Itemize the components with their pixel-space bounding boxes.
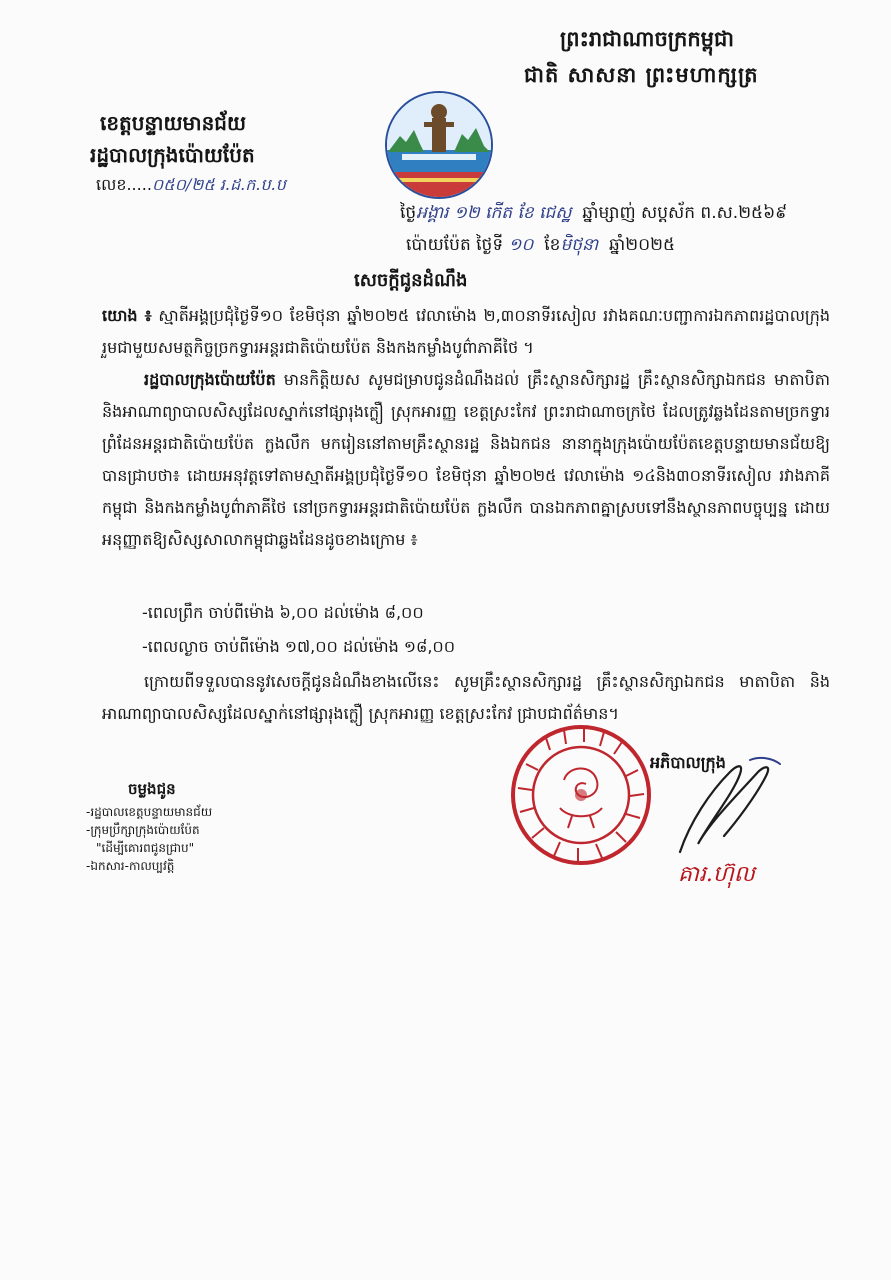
cc-item: "ដើម្បីគោរពជូនជ្រាប" — [96, 841, 195, 855]
solar-date-month-label: ខែ — [544, 235, 561, 255]
cc-title: ចម្លងជូន — [128, 780, 176, 798]
national-motto: ជាតិ សាសនា ព្រះមហាក្សត្រ — [524, 63, 759, 87]
reference-text: ស្មាតីអង្គប្រជុំថ្ងៃទី១០ ខែមិថុនា ឆ្នាំ២០២៥ វេលាម៉ោង ២,៣០នាទីរសៀល រវាងគណៈបញ្ជាការឯកភាពរដ្ឋបាលក្រុងរួមជាមួយសមត្ថកិច្ចច្រកទ្វារអន្តរជាតិប៉ោយប៉ែត និងកងកម្លាំងបូព៌ាភាគីថៃ ។ — [102, 306, 831, 357]
reference-number-value: ០៥០/២៥ រ.ដ.ក.ប.ប — [151, 175, 286, 194]
schedule-morning: -ពេលព្រឹក ចាប់ពីម៉ោង ៦,០០ ដល់ម៉ោង ៨,០០ — [142, 603, 424, 622]
reference-paragraph — [102, 300, 830, 364]
kingdom-heading: ព្រះរាជាណាចក្រកម្ពុជា — [560, 27, 735, 51]
cc-item: -ឯកសារ-កាលប្បវត្តិ — [86, 859, 175, 873]
body-paragraph — [102, 364, 830, 556]
lunar-date-line — [400, 202, 787, 227]
closing-paragraph: ក្រោយពីទទួលបាននូវសេចក្តីជូនដំណឹងខាងលើនេះ សូមគ្រឹះស្ថានសិក្សារដ្ឋ គ្រឹះស្ថានសិក្សាឯកជន មាតាបិតា និងអាណាព្យាបាលសិស្សដែលស្នាក់នៅផ្សារុងក្លឿ ស្រុកអារញ្ញ ខេត្តស្រះកែវ ជ្រាបជាព័ត៌មាន។ — [102, 672, 830, 723]
handwritten-signature-icon — [640, 752, 790, 862]
body-text: មានកិត្តិយស សូមជម្រាបជូនដំណឹងដល់ គ្រឹះស្ថានសិក្សារដ្ឋ គ្រឹះស្ថានសិក្សាឯកជន មាតាបិតា និងអាណាព្យាបាលសិស្សដែលស្នាក់នៅផ្សារុងក្លឿ ស្រុកអារញ្ញ ខេត្តស្រះកែវ ព្រះរាជាណាចក្រថៃ ដែលត្រូវឆ្លងដែនតាមច្រកទ្វារព្រំដែនអន្តរជាតិប៉ោយប៉ែត ក្លងលឹក មករៀននៅតាមគ្រឹះស្ថានរដ្ឋ និងឯកជន នានាក្នុងក្រុងប៉ោយប៉ែតខេត្តបន្ទាយមានជ័យឱ្យបានជ្រាបថា៖ ដោយអនុវត្តទៅតាមស្មាតីអង្គប្រជុំថ្ងៃទី១០ ខែមិថុនា ឆ្នាំ២០២៥ វេលាម៉ោង ១៤និង៣០នាទីរសៀល រវាងភាគីកម្ពុជា និងកងកម្លាំងបូព៌ាភាគីថៃ នៅច្រកទ្វារអន្តរជាតិប៉ោយប៉ែត ក្លងលឹក បានឯកភាពគ្នាស្របទៅនឹងស្ថានភាពបច្ចុប្បន្ន ដោយអនុញ្ញាតឱ្យសិស្សសាលាកម្ពុជាឆ្លងដែនដូចខាងក្រោម ៖ — [102, 370, 830, 549]
signatory-title: អភិបាលក្រុង — [650, 753, 726, 772]
solar-date-line — [406, 234, 675, 259]
issuer-province: ខេត្តបន្ទាយមានជ័យ — [100, 111, 246, 135]
lunar-date-suffix: ឆ្នាំម្សាញ់ សប្តស័ក ព.ស.២៥៦៩ — [582, 203, 788, 223]
issuer-administration: រដ្ឋបាលក្រុងប៉ោយប៉ែត — [90, 143, 255, 167]
document-subject: សេចក្តីជូនដំណឹង — [354, 270, 468, 291]
reference-number — [96, 174, 286, 198]
reference-label: យោង ៖ — [102, 306, 152, 325]
solar-date-prefix: ប៉ោយប៉ែត ថ្ងៃទី — [406, 235, 504, 255]
cc-item: -រដ្ឋបាលខេត្តបន្ទាយមានជ័យ — [86, 805, 213, 819]
solar-date-year: ឆ្នាំ២០២៥ — [609, 235, 676, 255]
body-lead: រដ្ឋបាលក្រុងប៉ោយប៉ែត — [144, 370, 276, 389]
lunar-date-prefix: ថ្ងៃ — [400, 203, 417, 223]
official-round-stamp-icon — [506, 720, 656, 870]
solar-date-day: ១០ — [508, 235, 534, 255]
provincial-seal-logo-icon — [384, 90, 494, 200]
schedule-evening: -ពេលល្ងាច ចាប់ពីម៉ោង ១៧,០០ ដល់ម៉ោង ១៨,០០ — [142, 637, 456, 656]
reference-number-label: លេខ..... — [96, 175, 152, 194]
cc-item: -ក្រុមប្រឹក្សាក្រុងប៉ោយប៉ែត — [86, 823, 200, 837]
solar-date-month: មិថុនា — [560, 235, 599, 255]
signatory-name: គារ.ហ៊ុល — [678, 862, 755, 887]
lunar-date-handwritten: អង្គារ ១២ កើត ខែ ជេស្ឋ — [416, 203, 572, 223]
